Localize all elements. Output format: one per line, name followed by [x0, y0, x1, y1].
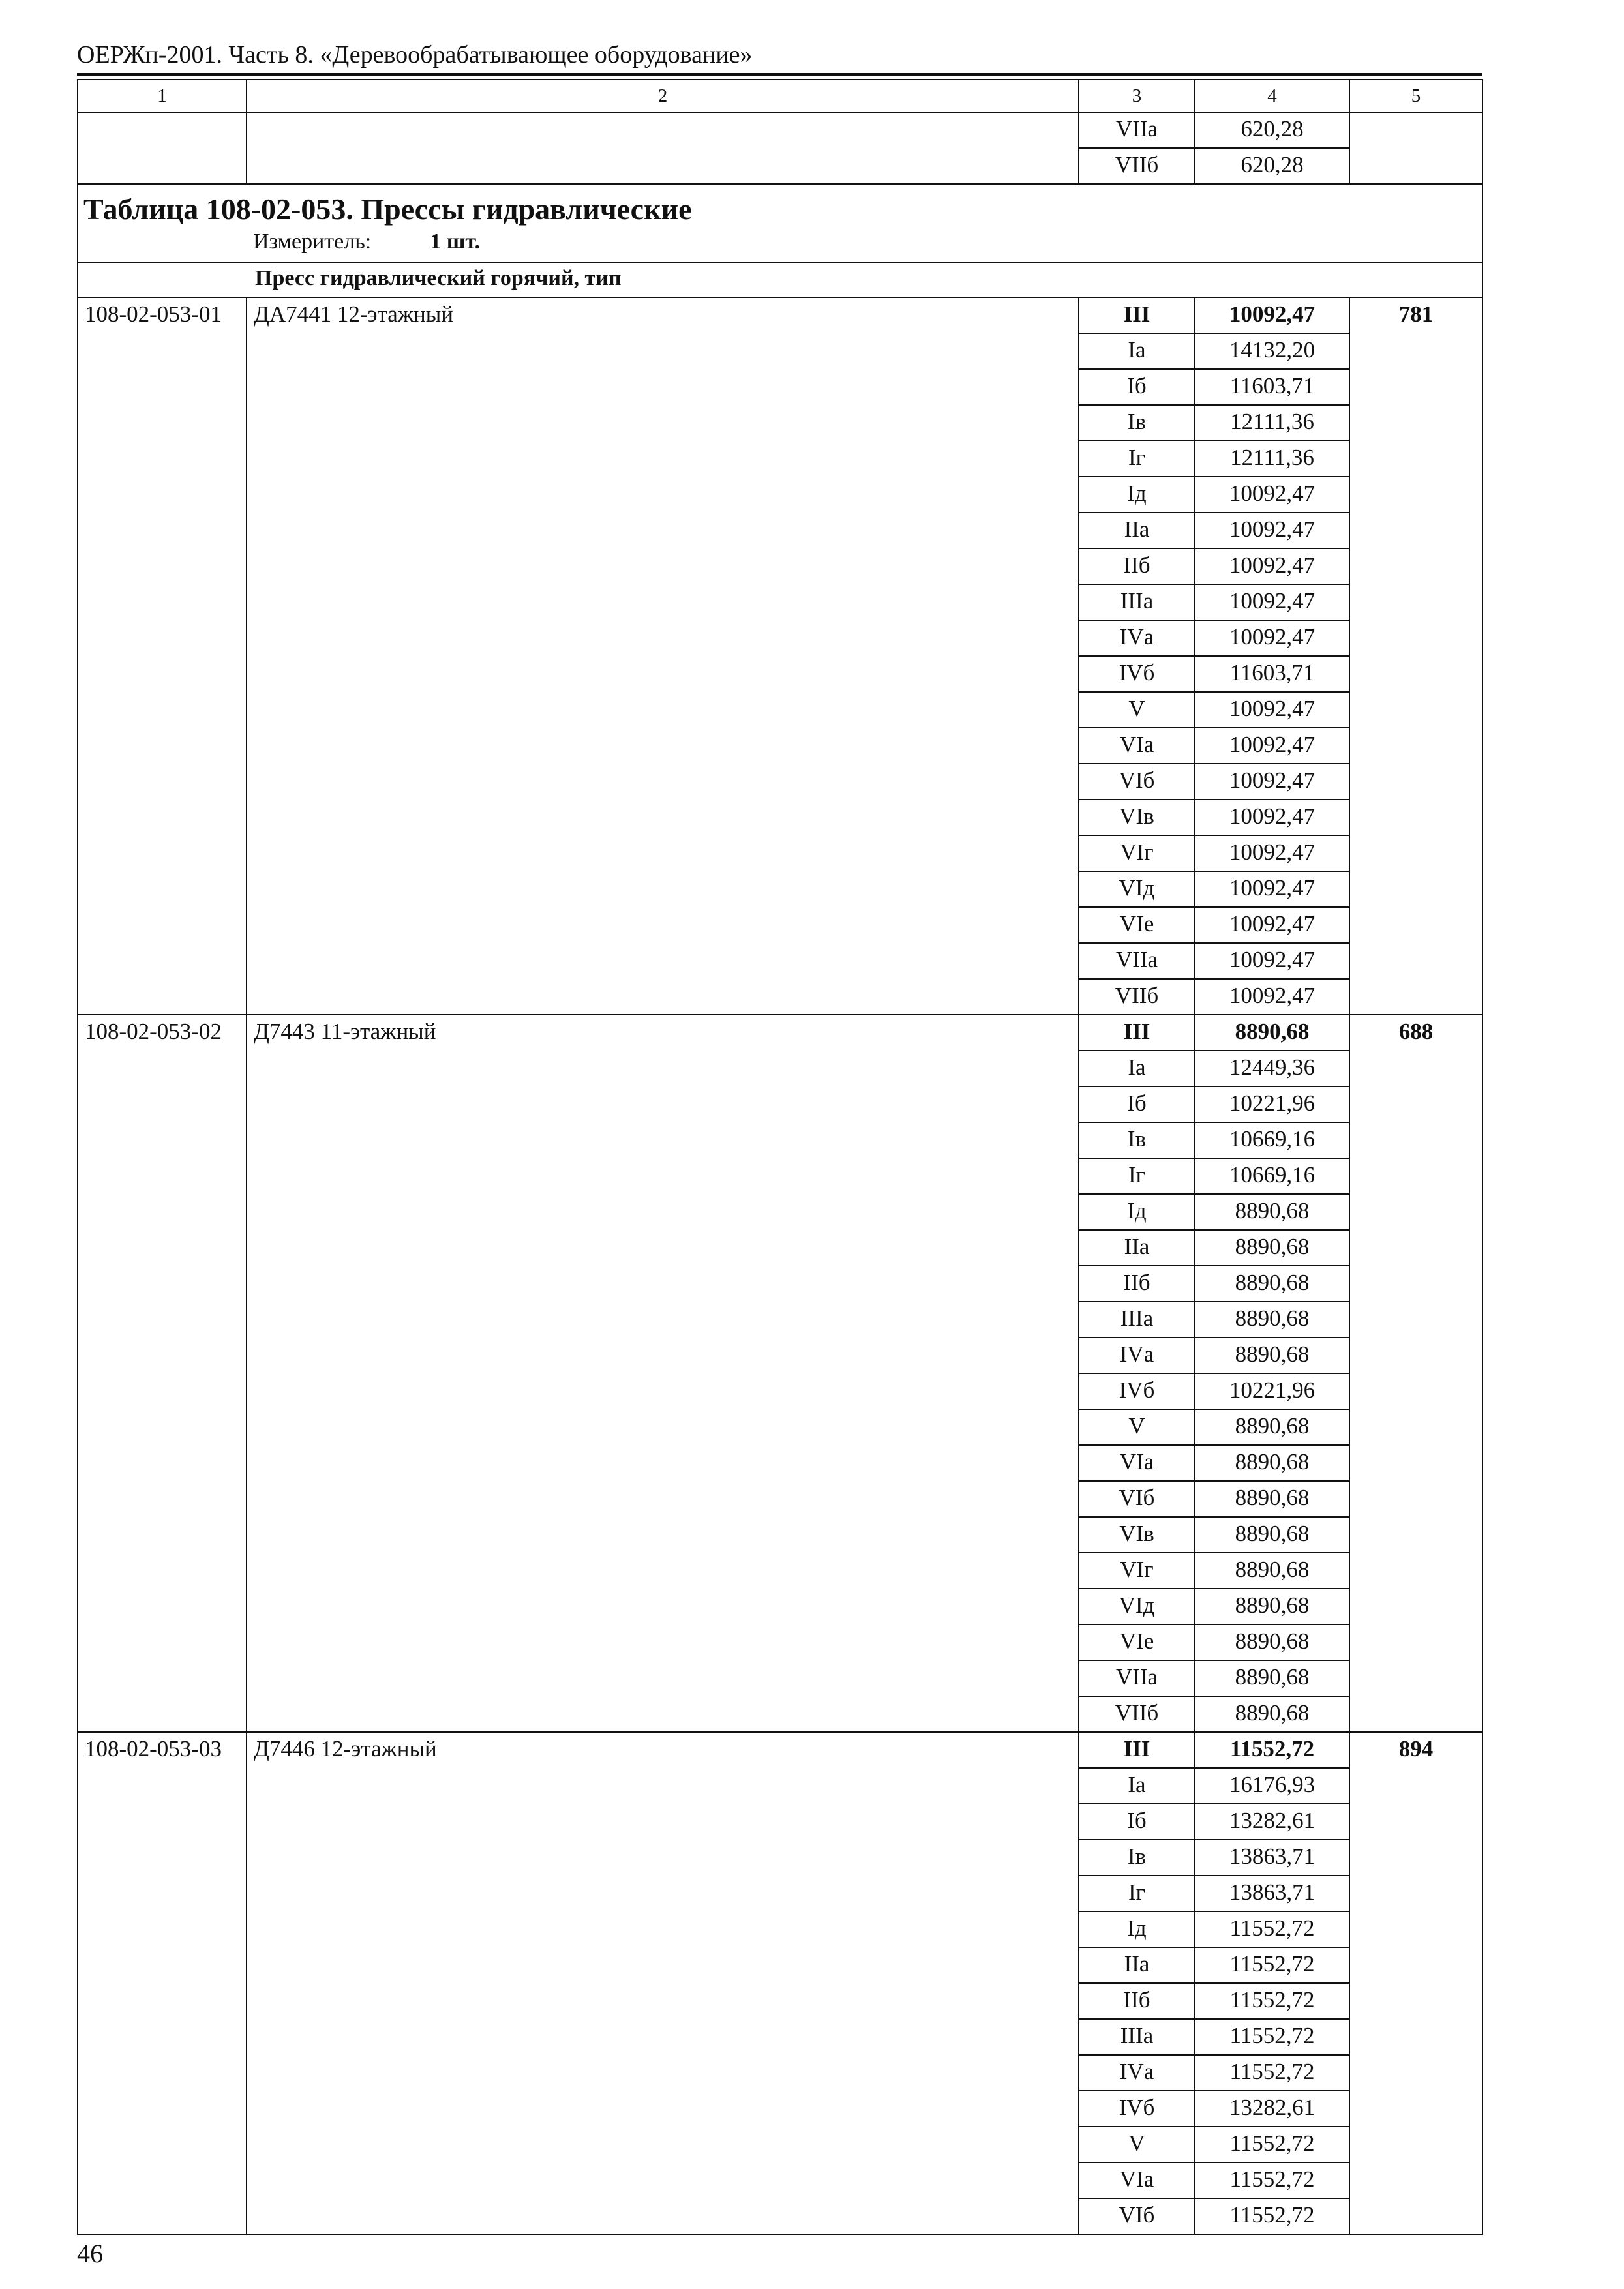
price-cell: 10092,47 — [1195, 871, 1349, 907]
carryover-name-cell — [247, 112, 1079, 184]
price-cell: 10669,16 — [1195, 1158, 1349, 1194]
price-cell: 8890,68 — [1195, 1553, 1349, 1589]
zone-cell: IIб — [1079, 548, 1195, 584]
price-cell: 10221,96 — [1195, 1086, 1349, 1122]
zone-cell: Iв — [1079, 1122, 1195, 1158]
price-cell: 11552,72 — [1195, 2055, 1349, 2091]
price-cell: 8890,68 — [1195, 1624, 1349, 1660]
equipment-name: Д7443 11-этажный — [247, 1015, 1079, 1732]
zone-cell: IIIа — [1079, 2019, 1195, 2055]
resource-code: 108-02-053-03 — [78, 1732, 247, 2234]
price-table-body — [78, 80, 1482, 2234]
column-number-5: 5 — [1349, 80, 1482, 112]
zone-cell: Iв — [1079, 1840, 1195, 1876]
zone-cell: Iа — [1079, 1051, 1195, 1086]
header-rule — [77, 73, 1482, 76]
zone-cell: IIб — [1079, 1266, 1195, 1302]
zone-cell: VIIб — [1079, 148, 1195, 184]
zone-cell: III — [1079, 297, 1195, 333]
price-cell: 8890,68 — [1195, 1338, 1349, 1373]
column-number-1: 1 — [78, 80, 247, 112]
zone-cell: Iб — [1079, 1086, 1195, 1122]
zone-cell: Iг — [1079, 1876, 1195, 1911]
zone-cell: VIб — [1079, 2198, 1195, 2234]
unit-label: Измеритель: — [253, 230, 372, 254]
zone-cell: Iд — [1079, 1911, 1195, 1947]
zone-cell: VIе — [1079, 907, 1195, 943]
price-cell: 12111,36 — [1195, 405, 1349, 441]
zone-cell: VIб — [1079, 764, 1195, 800]
price-cell: 11552,72 — [1195, 1911, 1349, 1947]
price-cell: 11552,72 — [1195, 2019, 1349, 2055]
zone-cell: VIв — [1079, 800, 1195, 835]
price-cell: 620,28 — [1195, 148, 1349, 184]
price-cell: 11552,72 — [1195, 2127, 1349, 2162]
price-cell: 10092,47 — [1195, 548, 1349, 584]
price-cell: 8890,68 — [1195, 1481, 1349, 1517]
price-cell: 14132,20 — [1195, 333, 1349, 369]
unit-line — [78, 228, 1482, 256]
zone-cell: VIд — [1079, 1589, 1195, 1624]
zone-cell: VIIа — [1079, 1660, 1195, 1696]
carryover-code-cell — [78, 112, 247, 184]
price-cell: 10092,47 — [1195, 800, 1349, 835]
price-cell: 12449,36 — [1195, 1051, 1349, 1086]
zone-cell: VIа — [1079, 2162, 1195, 2198]
table-row — [78, 1732, 1482, 1768]
price-cell: 11552,72 — [1195, 2162, 1349, 2198]
price-cell: 8890,68 — [1195, 1589, 1349, 1624]
price-cell: 13863,71 — [1195, 1876, 1349, 1911]
table-title-row — [78, 184, 1482, 262]
price-cell: 8890,68 — [1195, 1445, 1349, 1481]
price-cell: 11552,72 — [1195, 1983, 1349, 2019]
zone-cell: Iб — [1079, 369, 1195, 405]
zone-cell: VIа — [1079, 728, 1195, 764]
zone-cell: IIб — [1079, 1983, 1195, 2019]
zone-cell: IVа — [1079, 620, 1195, 656]
zone-cell: IVб — [1079, 2091, 1195, 2127]
price-cell: 11552,72 — [1195, 1732, 1349, 1768]
zone-cell: Iб — [1079, 1804, 1195, 1840]
price-cell: 10092,47 — [1195, 297, 1349, 333]
price-cell: 8890,68 — [1195, 1660, 1349, 1696]
zone-cell: IIа — [1079, 1230, 1195, 1266]
page-number: 46 — [77, 2239, 103, 2268]
zone-cell: IVб — [1079, 656, 1195, 692]
group-title-row — [78, 262, 1482, 297]
carryover-row — [78, 112, 1482, 148]
price-cell: 8890,68 — [1195, 1266, 1349, 1302]
zone-cell: IIа — [1079, 1947, 1195, 1983]
price-cell: 8890,68 — [1195, 1517, 1349, 1553]
zone-cell: VIа — [1079, 1445, 1195, 1481]
price-table — [77, 79, 1483, 2235]
resource-code: 108-02-053-02 — [78, 1015, 247, 1732]
price-cell: 10092,47 — [1195, 728, 1349, 764]
zone-cell: Iв — [1079, 405, 1195, 441]
price-cell: 10092,47 — [1195, 513, 1349, 548]
price-cell: 10221,96 — [1195, 1373, 1349, 1409]
table-title-cell — [78, 184, 1482, 262]
machine-hours: 688 — [1349, 1015, 1482, 1732]
table-row — [78, 1015, 1482, 1051]
column-number-2: 2 — [247, 80, 1079, 112]
column-number-3: 3 — [1079, 80, 1195, 112]
zone-cell: IVб — [1079, 1373, 1195, 1409]
zone-cell: V — [1079, 2127, 1195, 2162]
price-cell: 10669,16 — [1195, 1122, 1349, 1158]
price-cell: 8890,68 — [1195, 1302, 1349, 1338]
zone-cell: Iг — [1079, 441, 1195, 477]
price-cell: 8890,68 — [1195, 1194, 1349, 1230]
column-number-4: 4 — [1195, 80, 1349, 112]
table-row — [78, 297, 1482, 333]
zone-cell: IIIа — [1079, 584, 1195, 620]
price-cell: 8890,68 — [1195, 1696, 1349, 1732]
price-cell: 10092,47 — [1195, 907, 1349, 943]
zone-cell: VIд — [1079, 871, 1195, 907]
zone-cell: IIIа — [1079, 1302, 1195, 1338]
price-cell: 10092,47 — [1195, 943, 1349, 979]
zone-cell: Iа — [1079, 333, 1195, 369]
equipment-name: ДА7441 12-этажный — [247, 297, 1079, 1015]
zone-cell: VIIб — [1079, 1696, 1195, 1732]
zone-cell: Iд — [1079, 477, 1195, 513]
zone-cell: VIе — [1079, 1624, 1195, 1660]
equipment-name: Д7446 12-этажный — [247, 1732, 1079, 2234]
zone-cell: VIIб — [1079, 979, 1195, 1015]
column-number-row — [78, 80, 1482, 112]
group-title: Пресс гидравлический горячий, тип — [78, 262, 1482, 297]
zone-cell: IVа — [1079, 2055, 1195, 2091]
price-cell: 13282,61 — [1195, 2091, 1349, 2127]
carryover-hours-cell — [1349, 112, 1482, 184]
price-cell: 12111,36 — [1195, 441, 1349, 477]
zone-cell: IIа — [1079, 513, 1195, 548]
running-title: ОЕРЖп-2001. Часть 8. «Деревообрабатывающее оборудование» — [77, 41, 753, 68]
zone-cell: VIг — [1079, 1553, 1195, 1589]
price-cell: 10092,47 — [1195, 584, 1349, 620]
machine-hours: 781 — [1349, 297, 1482, 1015]
price-cell: 13863,71 — [1195, 1840, 1349, 1876]
table-title: Таблица 108-02-053. Прессы гидравлические — [83, 192, 692, 226]
zone-cell: VIв — [1079, 1517, 1195, 1553]
price-cell: 16176,93 — [1195, 1768, 1349, 1804]
price-cell: 11552,72 — [1195, 2198, 1349, 2234]
resource-code: 108-02-053-01 — [78, 297, 247, 1015]
unit-value: 1 шт. — [430, 230, 481, 254]
zone-cell: IVа — [1079, 1338, 1195, 1373]
price-cell: 8890,68 — [1195, 1015, 1349, 1051]
price-cell: 8890,68 — [1195, 1230, 1349, 1266]
zone-cell: V — [1079, 692, 1195, 728]
machine-hours: 894 — [1349, 1732, 1482, 2234]
zone-cell: Iа — [1079, 1768, 1195, 1804]
zone-cell: Iг — [1079, 1158, 1195, 1194]
price-cell: 10092,47 — [1195, 979, 1349, 1015]
price-cell: 11603,71 — [1195, 656, 1349, 692]
price-cell: 10092,47 — [1195, 620, 1349, 656]
price-cell: 8890,68 — [1195, 1409, 1349, 1445]
zone-cell: V — [1079, 1409, 1195, 1445]
zone-cell: VIг — [1079, 835, 1195, 871]
price-cell: 11603,71 — [1195, 369, 1349, 405]
price-cell: 10092,47 — [1195, 477, 1349, 513]
zone-cell: III — [1079, 1732, 1195, 1768]
price-cell: 10092,47 — [1195, 764, 1349, 800]
price-cell: 11552,72 — [1195, 1947, 1349, 1983]
price-cell: 10092,47 — [1195, 835, 1349, 871]
zone-cell: VIIа — [1079, 943, 1195, 979]
price-cell: 620,28 — [1195, 112, 1349, 148]
zone-cell: Iд — [1079, 1194, 1195, 1230]
zone-cell: III — [1079, 1015, 1195, 1051]
zone-cell: VIIа — [1079, 112, 1195, 148]
zone-cell: VIб — [1079, 1481, 1195, 1517]
price-cell: 10092,47 — [1195, 692, 1349, 728]
price-cell: 13282,61 — [1195, 1804, 1349, 1840]
